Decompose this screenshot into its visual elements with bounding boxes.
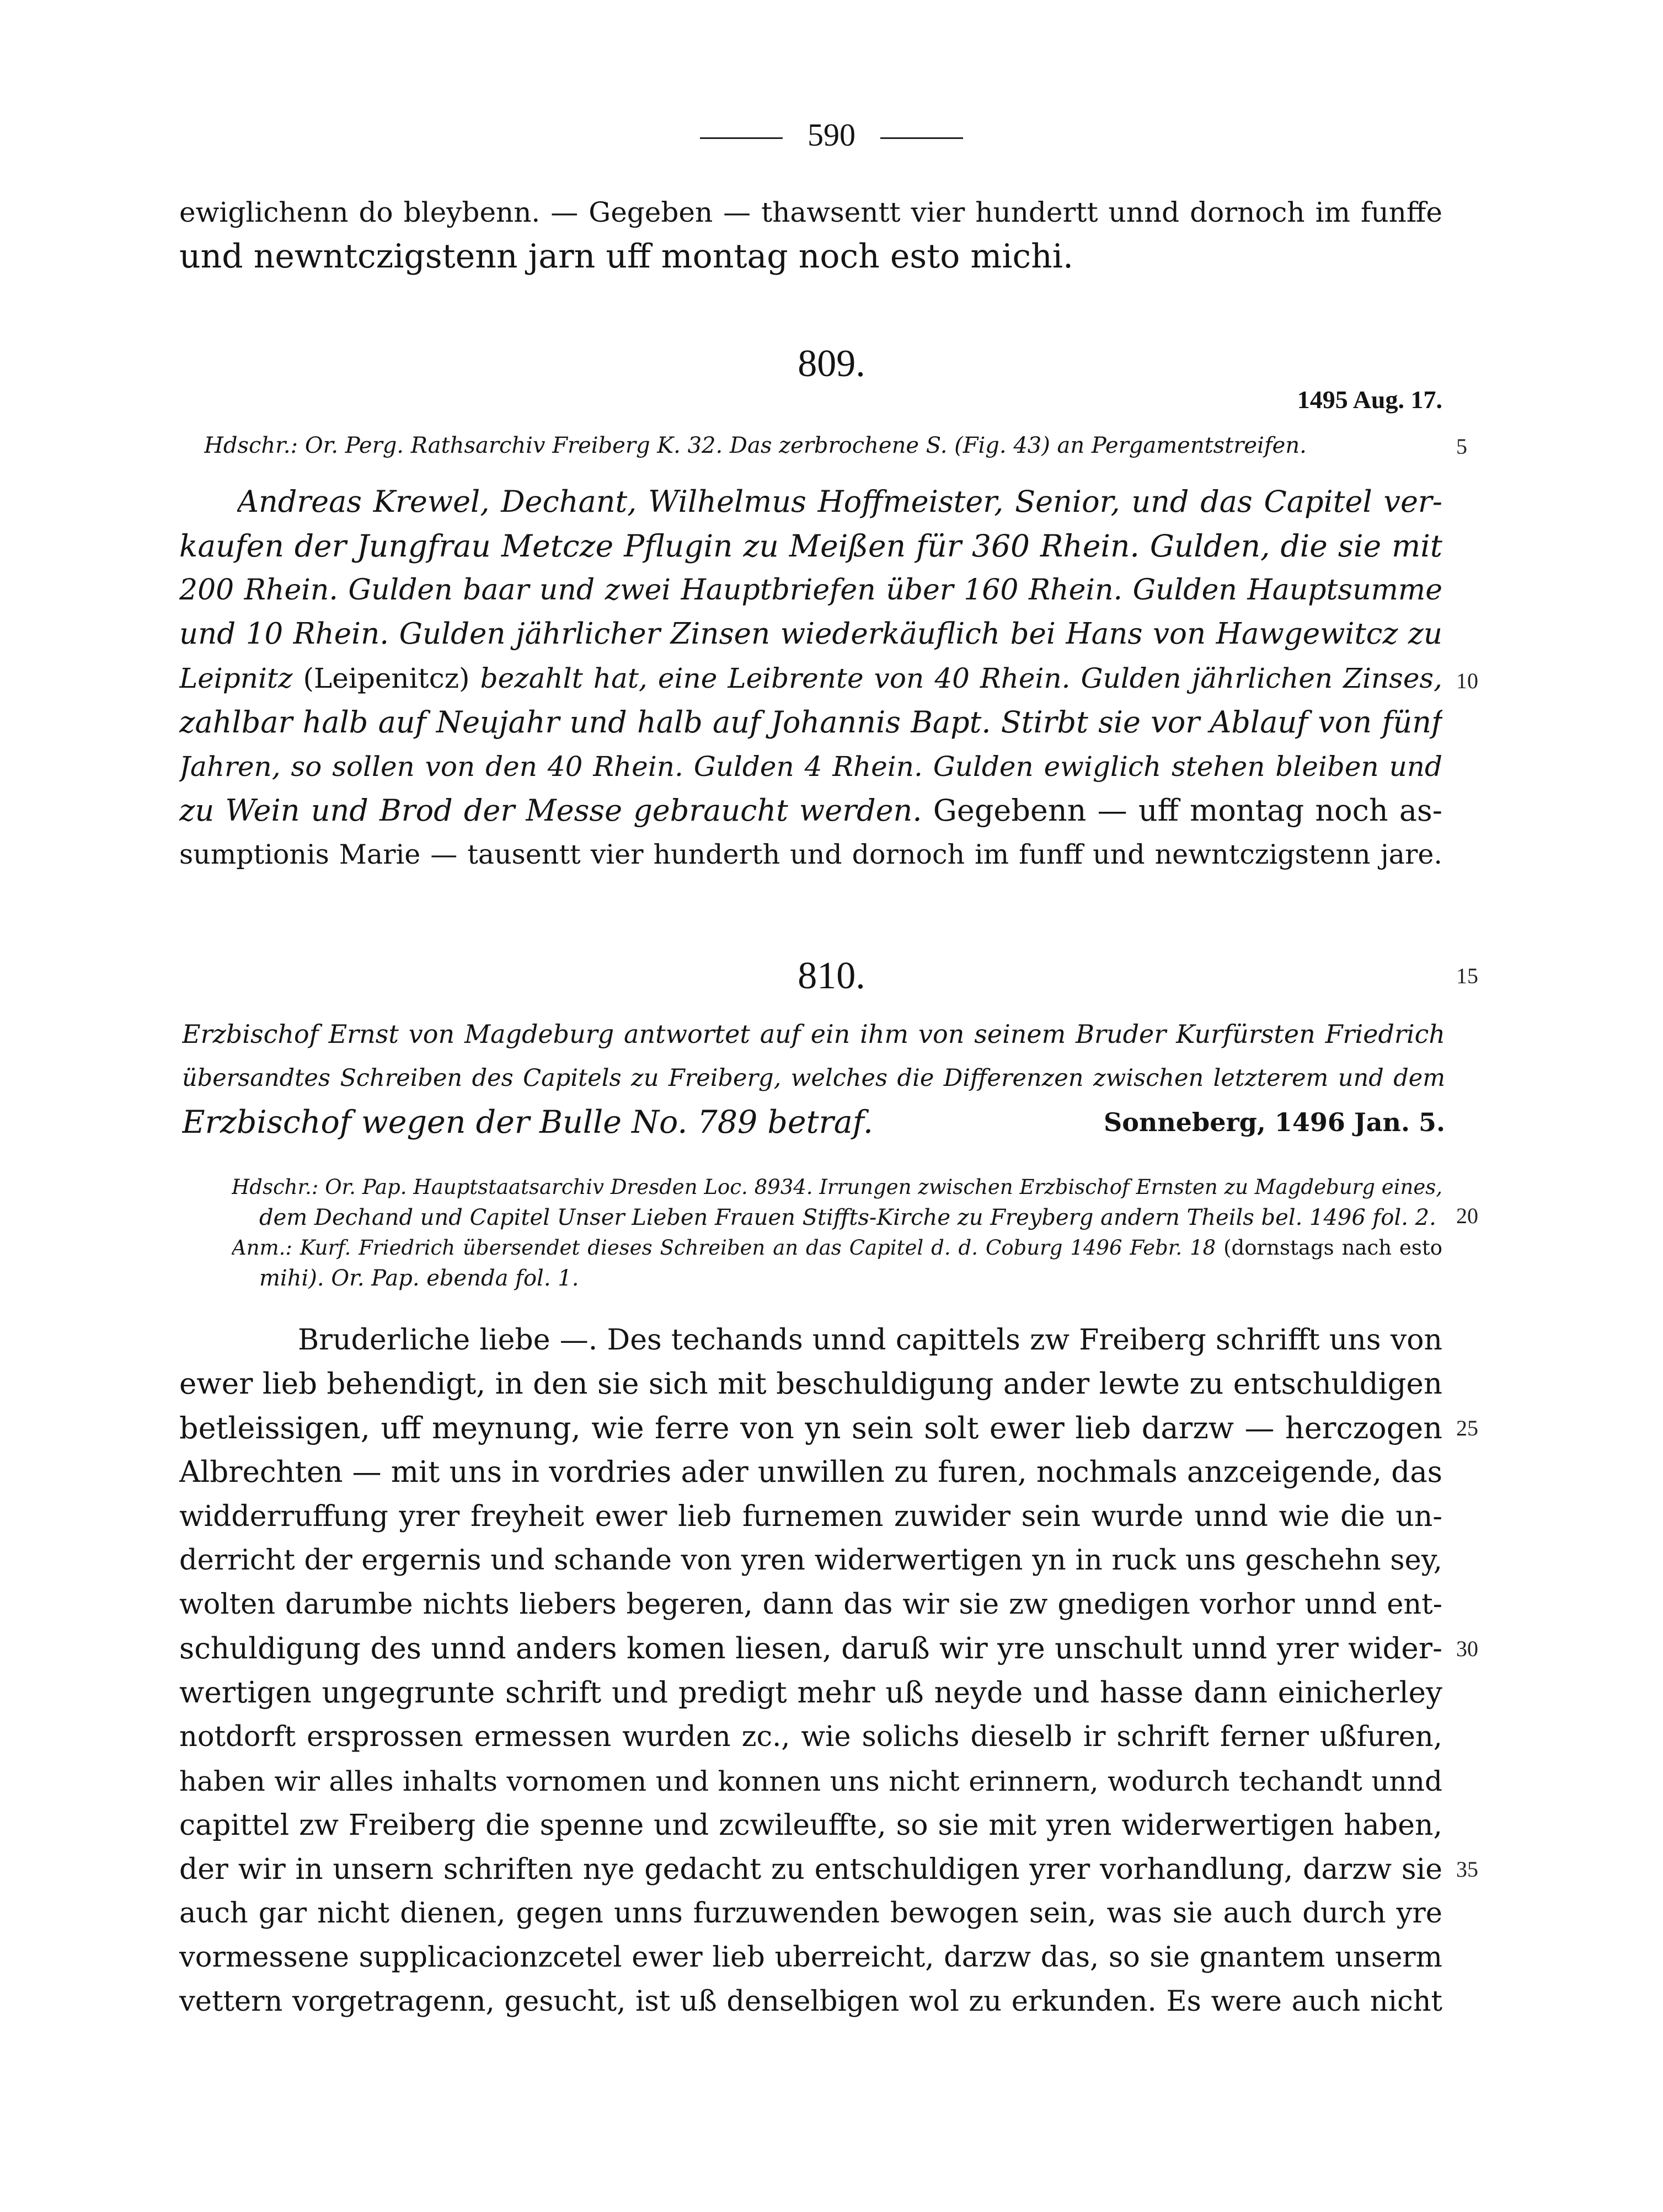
regest-809-line-3: 200 Rhein. Gulden baar und zwei Hauptbriefen über 160 Rhein. Gulden Hauptsumme xyxy=(179,574,1442,607)
header-rule-left xyxy=(700,137,783,139)
document-number-810: 810. xyxy=(798,955,865,997)
note-810-line-4: mihi). Or. Pap. ebenda fol. 1. xyxy=(259,1266,579,1291)
margin-line-number: 5 xyxy=(1456,434,1467,459)
note-810-line-3-italic: Anm.: Kurf. Friedrich übersendet dieses Schreiben an das Capitel d. d. Coburg 1496 Febr. 18 xyxy=(232,1236,1216,1260)
regest-809-line-5 xyxy=(179,656,1442,700)
document-date-810: Sonneberg, 1496 Jan. 5. xyxy=(1103,1107,1445,1137)
intro-line-2: und newntczigstenn jarn uff montag noch esto michi. xyxy=(179,237,1074,276)
body-810-line-2: ewer lieb behendigt, in den sie sich mit beschuldigung ander lewte zu entschuldigen xyxy=(179,1367,1442,1401)
source-note-809 xyxy=(204,430,1307,461)
body-810-line-14: auch gar nicht dienen, gegen unns furzuwenden bewogen sein, was sie auch durch yre xyxy=(179,1897,1442,1930)
body-810-line-6: derricht der ergernis und schande von yren widerwertigen yn in ruck uns geschehn sey, xyxy=(179,1544,1442,1577)
body-810-line-7: wolten darumbe nichts liebers begeren, dann das wir sie zw gnedigen vorhor unnd ent- xyxy=(179,1588,1442,1621)
note-810-line-3 xyxy=(232,1233,1442,1263)
margin-line-number: 15 xyxy=(1456,963,1478,988)
body-810-line-1: Bruderliche liebe —. Des techands unnd capittels zw Freiberg schrifft uns von xyxy=(298,1324,1442,1357)
regest-810-line-3 xyxy=(182,1100,1445,1144)
regest-809-line-8-plain: Gegebenn — uff montag noch as- xyxy=(933,793,1442,828)
margin-line-number: 35 xyxy=(1456,1857,1478,1882)
regest-809-line-5-text: bezahlt hat, eine Leibrente von 40 Rhein. Gulden jährlichen xyxy=(480,662,1333,694)
body-810-line-13: der wir in unsern schriften nye gedacht zu entschuldigen yrer vorhandlung, darzw sie xyxy=(179,1853,1442,1886)
header-rule-right xyxy=(880,137,963,139)
regest-810-line-3-text: Erzbischof wegen der Bulle No. 789 betraf. xyxy=(182,1104,873,1140)
page-header xyxy=(0,113,1663,157)
margin-line-number: 30 xyxy=(1456,1636,1478,1661)
body-810-line-15: vormessene supplicacionzcetel ewer lieb uberreicht, darzw das, so sie gnantem unserm xyxy=(179,1941,1442,1974)
regest-809-line-8 xyxy=(179,789,1442,833)
regest-809-line-5-end: Zinses, xyxy=(1343,662,1442,694)
regest-810-line-2: übersandtes Schreiben des Capitels zu Freiberg, welches die Differenzen zwischen letzterem und dem xyxy=(182,1064,1445,1092)
source-prefix: Hdschr.: xyxy=(204,433,298,458)
margin-line-number: 20 xyxy=(1456,1203,1478,1228)
intro-line-1: ewiglichenn do bleybenn. — Gegeben — thawsentt vier hundertt unnd dornoch im funffe xyxy=(179,196,1442,228)
regest-809-line-7: Jahren, so sollen von den 40 Rhein. Gulden 4 Rhein. Gulden ewiglich stehen bleiben und xyxy=(179,751,1442,783)
regest-809-line-4: und 10 Rhein. Gulden jährlicher Zinsen wiederkäuflich bei Hans von Hawgewitcz zu xyxy=(179,617,1442,651)
document-date-809: 1495 Aug. 17. xyxy=(1297,385,1442,414)
regest-809-line-8-italic: zu Wein und Brod der Messe gebraucht werden. xyxy=(179,793,922,828)
body-810-line-12: capittel zw Freiberg die spenne und zcwileuffte, so sie mit yren widerwertigen haben, xyxy=(179,1809,1442,1842)
page-number: 590 xyxy=(808,117,855,153)
margin-line-number: 25 xyxy=(1456,1416,1478,1440)
place-leipenitcz: (Leipenitcz) xyxy=(303,662,470,694)
regest-809-line-9: sumptionis Marie — tausentt vier hunderth und dornoch im funff und newntczigstenn jare. xyxy=(179,839,1442,870)
regest-809-line-6: zahlbar halb auf Neujahr und halb auf Johannis Bapt. Stirbt sie vor Ablauf von fünf xyxy=(179,705,1442,740)
body-810-line-16: vettern vorgetragenn, gesucht, ist uß denselbigen wol zu erkunden. Es were auch nicht xyxy=(179,1985,1442,2018)
note-810-line-2: dem Dechand und Capitel Unser Lieben Frauen Stiffts-Kirche zu Freyberg andern Theils bel. 1496 fol. 2. xyxy=(259,1205,1436,1230)
body-810-line-10: notdorft ersprossen ermessen wurden zc., wie solichs dieselb ir schrift ferner ußfuren, xyxy=(179,1721,1442,1753)
body-810-line-9: wertigen ungegrunte schrift und predigt mehr uß neyde und hasse dann einicherley xyxy=(179,1676,1442,1710)
body-810-line-4: Albrechten — mit uns in vordries ader unwillen zu furen, nochmals anzceigende, das xyxy=(179,1455,1442,1489)
body-810-line-3: betleissigen, uff meynung, wie ferre von yn sein solt ewer lieb darzw — herczogen xyxy=(179,1411,1442,1445)
body-810-line-5: widderruffung yrer freyheit ewer lieb furnemen zuwider sein wurde unnd wie die un- xyxy=(179,1500,1442,1533)
regest-810-line-1: Erzbischof Ernst von Magdeburg antwortet auf ein ihm von seinem Bruder Kurfürsten Friedrich xyxy=(182,1019,1445,1049)
place-leipnitz: Leipnitz xyxy=(179,662,293,694)
source-text: Or. Perg. Rathsarchiv Freiberg K. 32. Das zerbrochene S. (Fig. 43) an Pergamentstreifen. xyxy=(304,433,1307,458)
body-810-line-8: schuldigung des unnd anders komen liesen, daruß wir yre unschult unnd yrer wider- xyxy=(179,1632,1442,1665)
body-810-line-11: haben wir alles inhalts vornomen und konnen uns nicht erinnern, wodurch techandt unnd xyxy=(179,1765,1442,1797)
note-810-line-1: Hdschr.: Or. Pap. Hauptstaatsarchiv Dresden Loc. 8934. Irrungen zwischen Erzbischof Ernsten zu Magdeburg eines, xyxy=(232,1175,1442,1199)
regest-809-line-2: kaufen der Jungfrau Metcze Pflugin zu Meißen für 360 Rhein. Gulden, die sie mit xyxy=(179,528,1442,564)
document-number-809: 809. xyxy=(798,342,865,385)
regest-809-line-1: Andreas Krewel, Dechant, Wilhelmus Hoffmeister, Senior, und das Capitel ver- xyxy=(237,484,1442,519)
margin-line-number: 10 xyxy=(1456,668,1478,693)
note-810-line-3-plain: (dornstags nach esto xyxy=(1223,1236,1442,1260)
